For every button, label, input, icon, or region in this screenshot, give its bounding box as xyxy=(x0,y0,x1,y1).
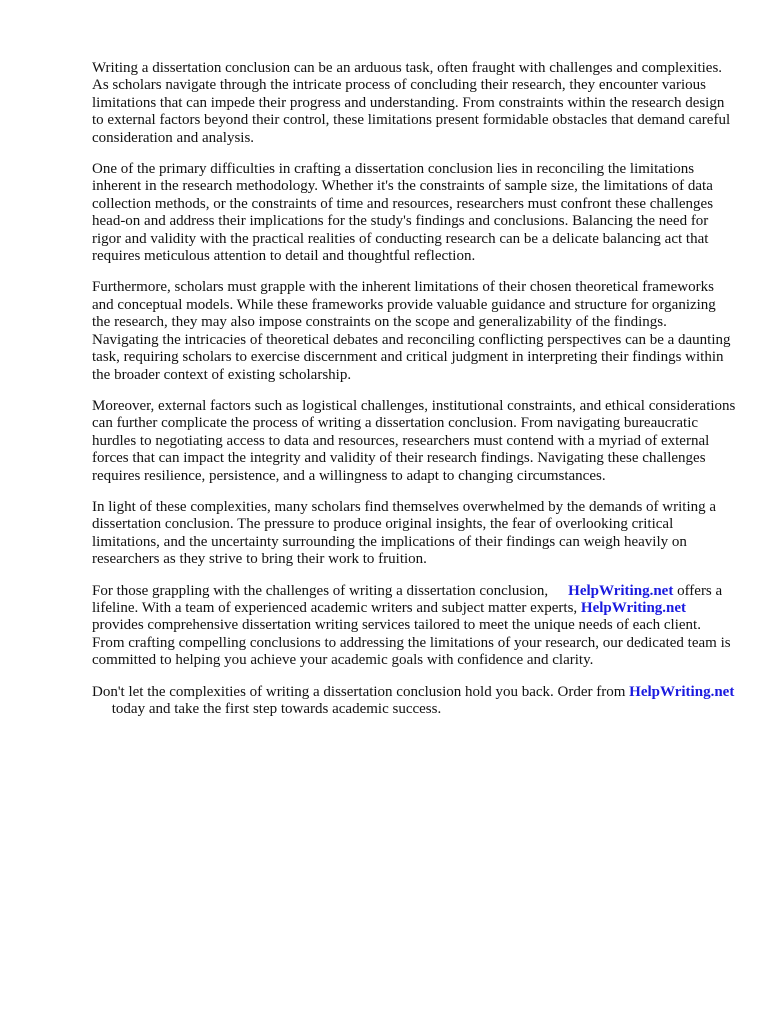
service-text-3: provides comprehensive dissertation writing services tailored to meet the unique needs of each client. From crafting compelling conclusions to addressing the limitations of your research, our dedicated team is committed to helping you achieve your academic goals with confidence and clarity. xyxy=(92,617,731,669)
paragraph-external-factors: Moreover, external factors such as logistical challenges, institutional constraints, and ethical considerations can further complicate the process of writing a dissertation conclusion. From navigating bureaucratic hurdles to negotiating access to data and resources, researchers must contend with a myriad of external forces that can impact the integrity and validity of their research findings. Navigating these challenges requires resilience, persistence, and a willingness to adapt to changing circumstances. xyxy=(92,397,736,484)
paragraph-complexities: In light of these complexities, many scholars find themselves overwhelmed by the demands of writing a dissertation conclusion. The pressure to produce original insights, the fear of overlooking critical limitations, and the uncertainty surrounding the implications of their findings can weigh heavily on researchers as they strive to bring their work to fruition. xyxy=(92,498,717,568)
service-text-2: offers a lifeline. With a team of experienced academic writers and subject matter experts, xyxy=(92,582,723,616)
helpwriting-link-1[interactable]: HelpWriting.net xyxy=(568,582,674,599)
helpwriting-link-3[interactable]: HelpWriting.net xyxy=(629,683,735,700)
paragraph-intro: Writing a dissertation conclusion can be an arduous task, often fraught with challenges and complexities. As scholars navigate through the intricate process of concluding their research, they encounter various limitations that can impede their progress and understanding. From constraints within the research design to external factors beyond their control, these limitations present formidable obstacles that demand careful consideration and analysis. xyxy=(92,60,731,146)
paragraph-call-to-action xyxy=(92,684,736,719)
paragraph-methodology: One of the primary difficulties in crafting a dissertation conclusion lies in reconciling the limitations inherent in the research methodology. Whether it's the constraints of sample size, the limitations of data collection methods, or the constraints of time and resources, researchers must confront these challenges head-on and address their implications for the study's findings and conclusions. Balancing the need for rigor and validity with the practical realities of conducting research can be a delicate balancing act that requires meticulous attention to detail and thoughtful reflection. xyxy=(92,161,714,265)
document-page xyxy=(92,60,736,732)
paragraph-service-offer xyxy=(92,583,736,670)
cta-text-1: Don't let the complexities of writing a dissertation conclusion hold you back. Order from xyxy=(92,683,626,700)
cta-text-2: today and take the first step towards academic success. xyxy=(111,701,442,717)
service-text-1: For those grappling with the challenges of writing a dissertation conclusion, xyxy=(92,582,549,599)
paragraph-theory: Furthermore, scholars must grapple with the inherent limitations of their chosen theoretical frameworks and conceptual models. While these frameworks provide valuable guidance and structure for organizing the research, they may also impose constraints on the scope and generalizability of the findings. Navigating the intricacies of theoretical debates and reconciling conflicting perspectives can be a daunting task, requiring scholars to exercise discernment and critical judgment in interpreting their findings within the broader context of existing scholarship. xyxy=(92,279,731,383)
helpwriting-link-2[interactable]: HelpWriting.net xyxy=(580,599,687,616)
